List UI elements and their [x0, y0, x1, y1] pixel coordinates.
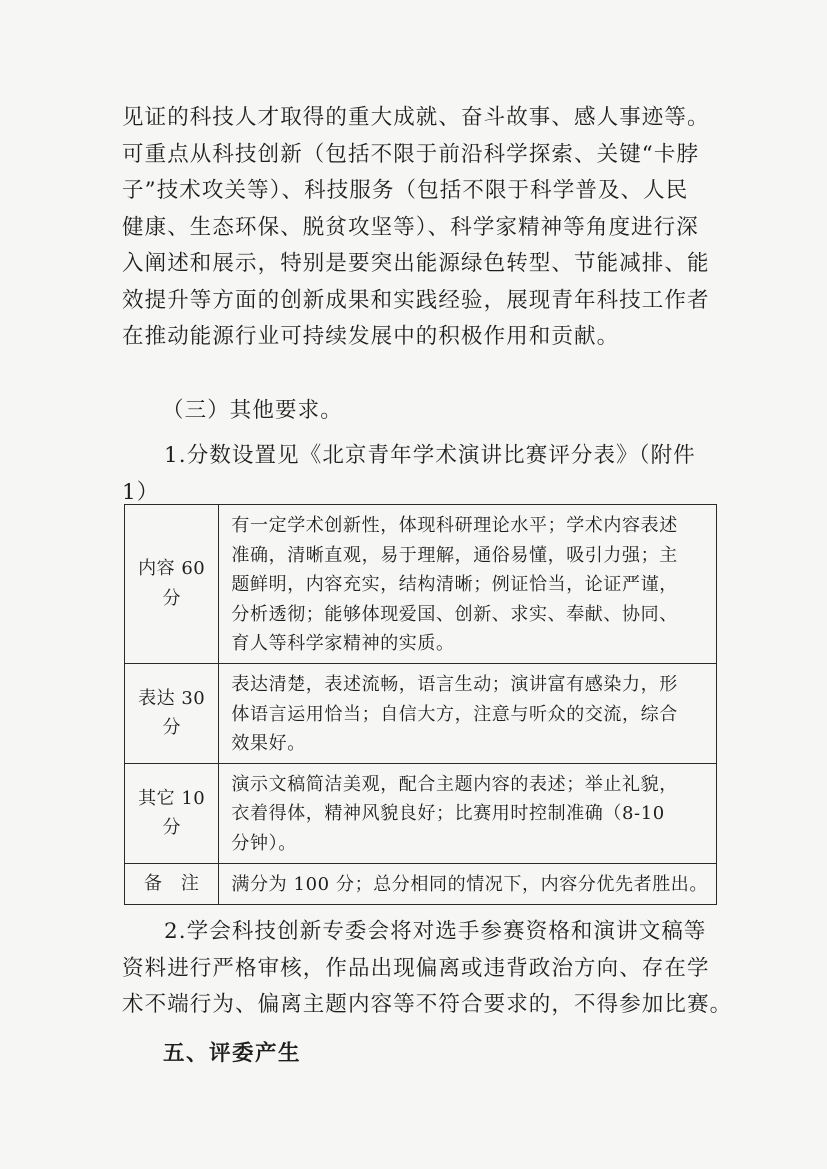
paragraph-line: 子”技术攻关等）、科技服务（包括不限于科学普及、人民 — [122, 178, 689, 203]
category-cell: 其它 10 分 — [125, 763, 219, 863]
table-row — [125, 763, 717, 863]
paragraph-line: 术不端行为、偏离主题内容等不符合要求的，不得参加比赛。 — [122, 992, 733, 1017]
criteria-cell: 有一定学术创新性，体现科研理论水平；学术内容表述 准确，清晰直观，易于理解，通俗易懂，吸引力强；主 题鲜明，内容充实，结构清晰；例证恰当，论证严谨， 分析透彻；能够体现爱国、创新、求实、奉献、协同、 育人等科学家精神的实质。 — [219, 505, 717, 664]
category-cell: 表达 30 分 — [125, 664, 219, 764]
paragraph-line: 1.分数设置见《北京青年学术演讲比赛评分表》（附件 — [164, 443, 696, 468]
item-2-paragraph — [122, 914, 733, 1024]
section-3-title: （三）其他要求。 — [162, 398, 343, 423]
paragraph-line: 效提升等方面的创新成果和实践经验，展现青年科技工作者 — [122, 287, 710, 313]
paragraph-line: 见证的科技人才取得的重大成就、奋斗故事、感人事迹等。 — [122, 105, 710, 130]
paragraph-line: 入阐述和展示，特别是要突出能源绿色转型、节能减排、能 — [122, 251, 710, 276]
criteria-cell: 满分为 100 分；总分相同的情况下，内容分优先者胜出。 — [219, 863, 717, 904]
scoring-table — [124, 504, 717, 905]
criteria-cell: 演示文稿简洁美观，配合主题内容的表述；举止礼貌， 衣着得体，精神风貌良好；比赛用时控制准确（8-10 分钟）。 — [219, 763, 717, 863]
paragraph-line: 可重点从科技创新（包括不限于前沿科学探索、关键“卡脖 — [122, 141, 700, 167]
table-row — [125, 505, 717, 664]
item-1-paragraph — [122, 438, 720, 511]
paragraph-line: 健康、生态环保、脱贫攻坚等）、科学家精神等角度进行深 — [122, 214, 699, 240]
category-cell: 内容 60 分 — [125, 505, 219, 664]
category-cell: 备 注 — [125, 863, 219, 904]
paragraph-line: 2.学会科技创新专委会将对选手参赛资格和演讲文稿等 — [164, 919, 707, 944]
paragraph-line: 1） — [122, 479, 160, 505]
paragraph-line: 资料进行严格审核，作品出现偏离或违背政治方向、存在学 — [122, 955, 710, 981]
paragraph-line: 在推动能源行业可持续发展中的积极作用和贡献。 — [122, 324, 620, 349]
criteria-cell: 表达清楚，表述流畅，语言生动；演讲富有感染力，形 体语言运用恰当；自信大方，注意与听众的交流，综合 效果好。 — [219, 664, 717, 764]
paragraph-theme-description — [122, 100, 720, 356]
section-5-heading: 五、评委产生 — [163, 1041, 302, 1066]
table-row — [125, 664, 717, 764]
table-row — [125, 863, 717, 904]
